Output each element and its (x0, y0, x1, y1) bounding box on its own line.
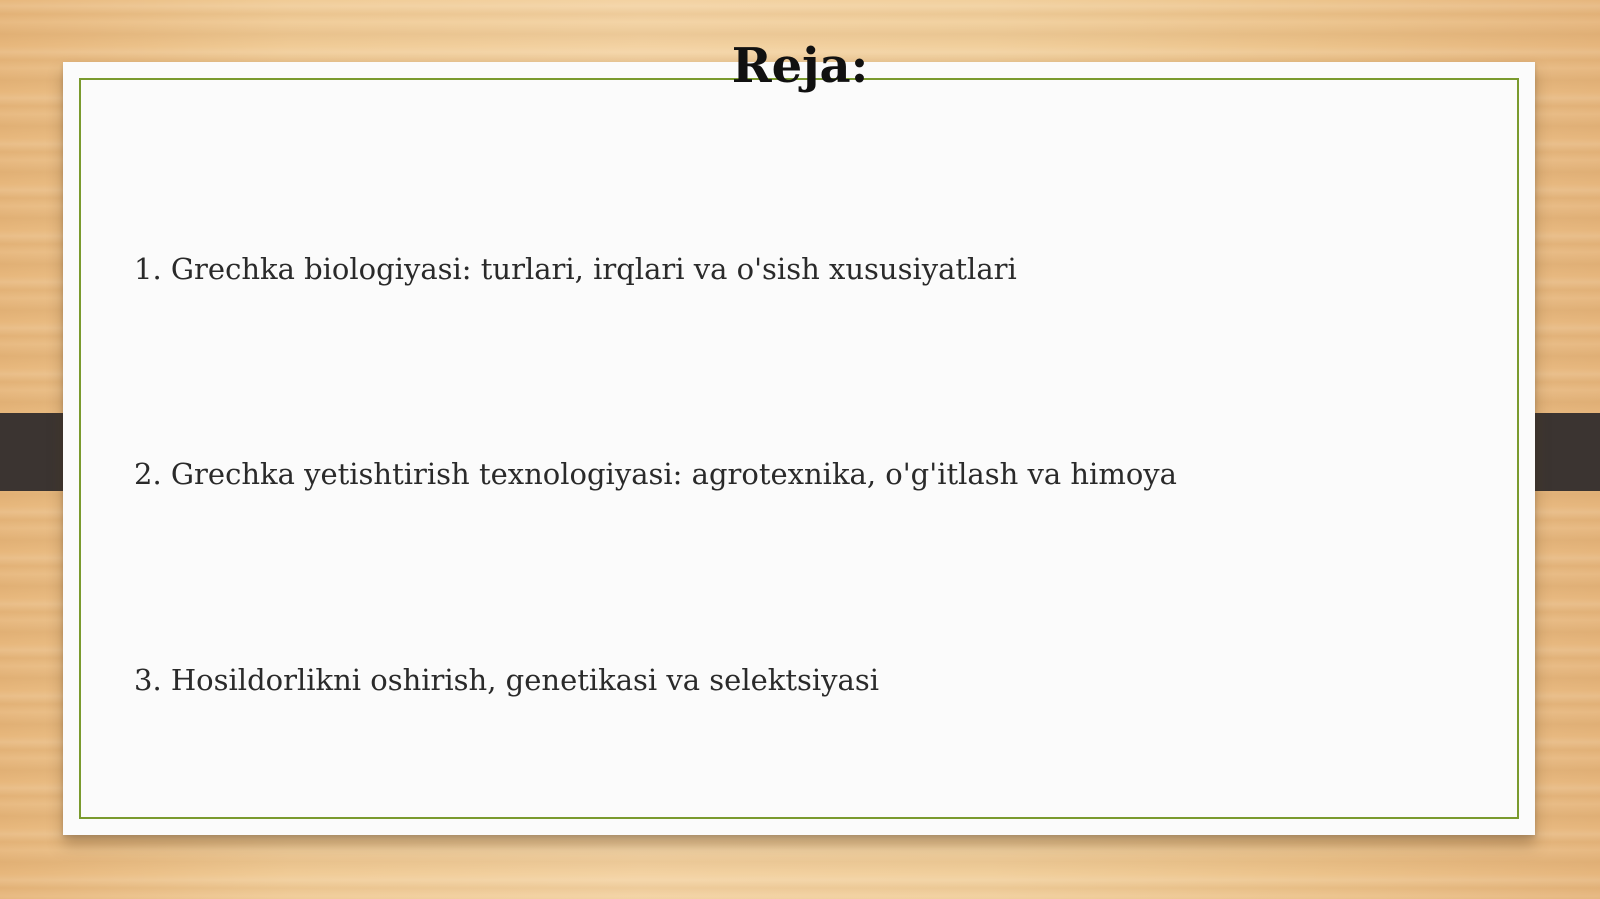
slide-card (63, 62, 1535, 835)
slide-frame-border (79, 78, 1519, 819)
plan-item-1: 1. Grechka biologiyasi: turlari, irqlari va o'sish xususiyatlari (134, 252, 1017, 286)
plan-item-2: 2. Grechka yetishtirish texnologiyasi: agrotexnika, o'g'itlash va himoya (134, 457, 1177, 491)
plan-item-3: 3. Hosildorlikni oshirish, genetikasi va selektsiyasi (134, 663, 879, 697)
slide-title: Reja: (731, 38, 869, 94)
